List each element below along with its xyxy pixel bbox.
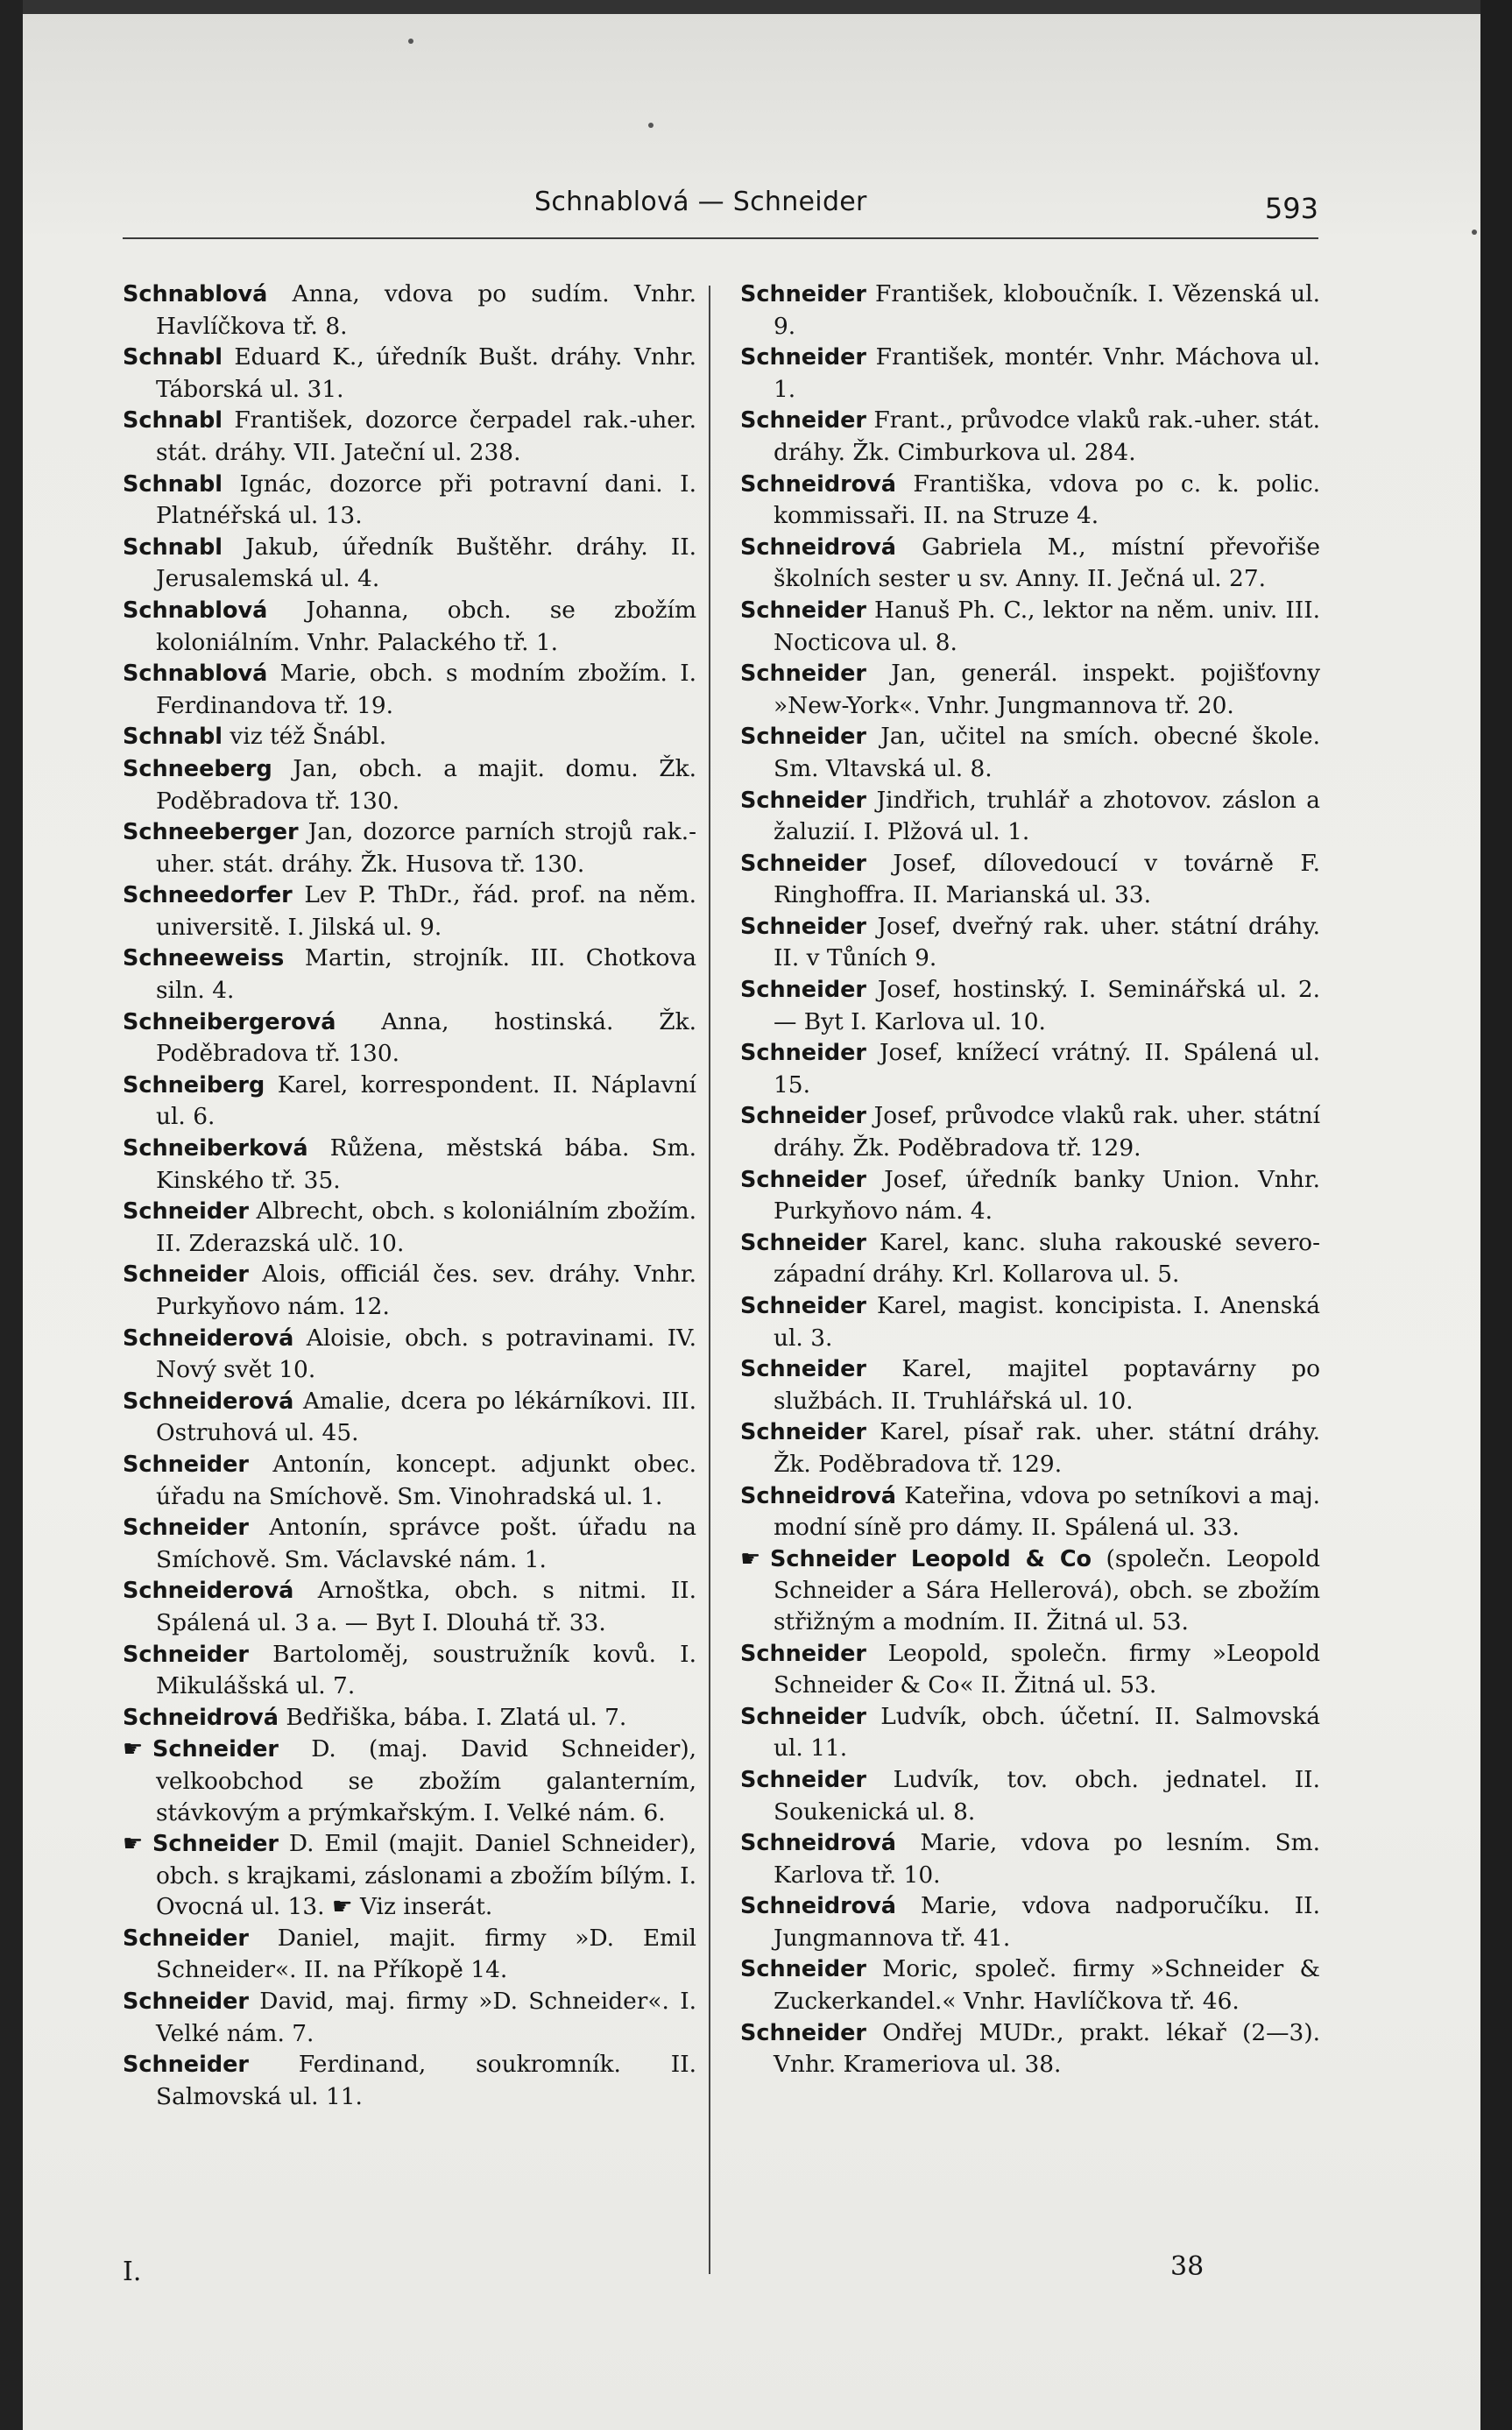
entry-details: Marie, vdova po lesním. Sm. Karlova tř. 10. bbox=[774, 1829, 1320, 1889]
entry-details: Karel, magist. koncipista. I. Anenská ul. 3. bbox=[774, 1292, 1320, 1352]
entry-surname: Schnabl bbox=[123, 533, 223, 561]
entry-details: Albrecht, obch. s koloniálním zbožím. II. Zderazská ulč. 10. bbox=[156, 1197, 697, 1257]
entry-details: Růžena, městská bába. Sm. Kinského tř. 35. bbox=[156, 1134, 697, 1194]
directory-entry bbox=[740, 595, 1320, 658]
entry-details: viz též Šnábl. bbox=[230, 723, 387, 751]
entry-surname: Schneider bbox=[123, 1261, 249, 1289]
entry-surname: Schneedorfer bbox=[123, 882, 293, 909]
directory-entry bbox=[740, 785, 1320, 848]
entry-surname: Schneider bbox=[152, 1736, 279, 1763]
directory-entry bbox=[740, 532, 1320, 595]
entry-details: František, dozorce čerpadel rak.-uher. stát. dráhy. VII. Jateční ul. 238. bbox=[156, 406, 696, 466]
directory-entry bbox=[740, 848, 1320, 911]
entry-surname: Schnabl bbox=[123, 724, 223, 751]
directory-entry bbox=[123, 1323, 696, 1386]
entry-surname: Schneider bbox=[123, 1451, 249, 1478]
entry-details: Bedřiška, bába. I. Zlatá ul. 7. bbox=[286, 1703, 627, 1731]
entry-details: Johanna, obch. se zbožím koloniálním. Vnhr. Palackého tř. 1. bbox=[156, 596, 696, 656]
directory-entry bbox=[123, 532, 696, 595]
directory-entry bbox=[123, 1575, 696, 1638]
entry-surname: Schneider bbox=[740, 787, 866, 814]
entry-surname: Schneider bbox=[152, 1831, 279, 1858]
directory-entry bbox=[123, 1734, 696, 1828]
scan-edge-left bbox=[0, 0, 23, 2430]
entry-details: Jindřich, truhlář a zhotovov. záslon a žaluzií. I. Plžová ul. 1. bbox=[774, 786, 1320, 846]
directory-entry bbox=[740, 1037, 1320, 1100]
directory-entry bbox=[740, 721, 1320, 784]
entry-surname: Schneidrová bbox=[123, 1704, 279, 1731]
directory-entry bbox=[123, 342, 696, 405]
entry-details: Antonín, správce pošt. úřadu na Smíchově. Sm. Václavské nám. 1. bbox=[156, 1514, 697, 1573]
entry-details: Josef, knížecí vrátný. II. Spálená ul. 15. bbox=[774, 1039, 1321, 1098]
directory-entry bbox=[740, 1164, 1320, 1227]
entry-surname: Schneiderová bbox=[123, 1388, 294, 1415]
entry-surname: Schneider bbox=[740, 1703, 866, 1730]
entry-details: Kateřina, vdova po setníkovi a maj. modní síně pro dámy. II. Spálená ul. 33. bbox=[774, 1481, 1321, 1542]
entry-details: Jakub, úředník Buštěhr. dráhy. II. Jerusalemská ul. 4. bbox=[156, 533, 697, 593]
entry-surname: Schnablová bbox=[123, 281, 268, 307]
entry-details: Frant., průvodce vlaků rak.-uher. stát. dráhy. Žk. Cimburkova ul. 284. bbox=[774, 406, 1320, 466]
entry-details: Josef, hostinský. I. Seminářská ul. 2. — Byt I. Karlova ul. 10. bbox=[774, 976, 1320, 1035]
entry-surname: Schneidrová bbox=[740, 1893, 897, 1920]
entry-details: Bartoloměj, soustružník kovů. I. Mikulášská ul. 7. bbox=[156, 1640, 696, 1700]
printer-signature: I. bbox=[123, 2257, 142, 2287]
directory-entry bbox=[740, 1953, 1320, 2017]
entry-surname: Schneidrová bbox=[740, 470, 897, 498]
directory-entry bbox=[740, 405, 1320, 468]
directory-entry bbox=[123, 1070, 696, 1133]
directory-entry bbox=[740, 1353, 1320, 1416]
directory-entry bbox=[123, 1386, 696, 1449]
entry-details: Daniel, majit. firmy »D. Emil Schneider«. II. na Příkopě 14. bbox=[156, 1924, 696, 1984]
entry-details: Martin, strojník. III. Chotkova siln. 4. bbox=[156, 944, 696, 1005]
entry-surname: Schneider bbox=[740, 1293, 866, 1319]
pointing-hand-icon: ☛ bbox=[740, 1545, 761, 1572]
entry-surname: Schneider bbox=[740, 1956, 866, 1983]
directory-entry bbox=[123, 279, 696, 342]
page-number: 593 bbox=[1264, 192, 1318, 225]
entry-details: Jan, generál. inspekt. pojišťovny »New-York«. Vnhr. Jungmannova tř. 20. bbox=[774, 660, 1320, 719]
entry-surname: Schneider bbox=[123, 2052, 249, 2079]
entry-details: Leopold, společn. firmy »Leopold Schneider & Co« II. Žitná ul. 53. bbox=[774, 1639, 1321, 1699]
directory-entry bbox=[740, 342, 1320, 405]
entry-surname: Schneider bbox=[740, 1356, 866, 1383]
directory-entry bbox=[740, 974, 1320, 1037]
page-header bbox=[123, 180, 1318, 232]
entry-surname: Schneider Leopold & Co bbox=[770, 1545, 1092, 1572]
directory-entry bbox=[123, 405, 696, 468]
directory-entry bbox=[740, 1290, 1320, 1353]
entry-details: Ferdinand, soukromník. II. Salmovská ul. 11. bbox=[156, 2051, 697, 2110]
entry-details: David, maj. firmy »D. Schneider«. I. Velké nám. 7. bbox=[156, 1988, 697, 2047]
directory-entry bbox=[740, 911, 1320, 974]
entry-surname: Schneidrová bbox=[740, 1830, 897, 1857]
entry-details: Lev P. ThDr., řád. prof. na něm. universitě. I. Jilská ul. 9. bbox=[156, 881, 697, 941]
directory-entry bbox=[740, 469, 1320, 532]
entry-details: Antonín, koncept. adjunkt obec. úřadu na Smíchově. Sm. Vinohradská ul. 1. bbox=[156, 1450, 697, 1510]
entry-details: Františka, vdova po c. k. polic. kommissaři. II. na Struze 4. bbox=[774, 470, 1320, 530]
entry-details: Alois, officiál čes. sev. dráhy. Vnhr. Purkyňovo nám. 12. bbox=[156, 1261, 696, 1320]
entry-surname: Schneider bbox=[740, 1229, 866, 1256]
entry-details: Marie, obch. s modním zbožím. I. Ferdinandova tř. 19. bbox=[156, 660, 697, 719]
entry-details: Karel, korrespondent. II. Náplavní ul. 6. bbox=[156, 1070, 696, 1131]
entry-surname: Schneeberger bbox=[123, 819, 299, 846]
entry-surname: Schnabl bbox=[123, 470, 223, 498]
directory-entry bbox=[123, 721, 696, 753]
directory-entry bbox=[740, 1890, 1320, 1953]
entry-details: Marie, vdova nadporučíku. II. Jungmannova tř. 41. bbox=[774, 1892, 1320, 1952]
entry-surname: Schneider bbox=[740, 281, 866, 307]
entry-surname: Schnabl bbox=[123, 344, 223, 371]
entry-details: Anna, hostinská. Žk. Poděbradova tř. 130. bbox=[156, 1007, 696, 1068]
directory-entry bbox=[740, 1638, 1320, 1701]
entry-details: Jan, dozorce parních strojů rak.-uher. stát. dráhy. Žk. Husova tř. 130. bbox=[156, 818, 696, 878]
pointing-hand-icon: ☛ bbox=[123, 1831, 144, 1858]
entry-surname: Schneeberg bbox=[123, 755, 272, 782]
paper-speck bbox=[1472, 230, 1477, 235]
entry-details: Karel, kanc. sluha rakouské severo-západní dráhy. Krl. Kollarova ul. 5. bbox=[774, 1228, 1320, 1289]
directory-entry bbox=[123, 1639, 696, 1702]
directory-entry bbox=[123, 1196, 696, 1259]
entry-surname: Schneiderová bbox=[123, 1324, 294, 1352]
entry-details: D. Emil (majit. Daniel Schneider), obch. s krajkami, záslonami a zbožím bílým. I. Ovocná ul. 13. ☛ Viz inserát. bbox=[156, 1830, 696, 1921]
entry-surname: Schneider bbox=[123, 1641, 249, 1668]
entry-surname: Schneeweiss bbox=[123, 945, 285, 972]
directory-entry bbox=[123, 1512, 696, 1575]
entry-details: D. (maj. David Schneider), velkoobchod se zbožím galanterním, stávkovým a prýmkařským. I. Velké nám. 6. bbox=[156, 1735, 697, 1826]
directory-entry bbox=[740, 1827, 1320, 1890]
directory-entry bbox=[740, 1764, 1320, 1827]
entry-surname: Schneidrová bbox=[740, 533, 897, 561]
entry-surname: Schneider bbox=[123, 1515, 249, 1542]
entry-details: Gabriela M., místní převořiše školních sester u sv. Anny. II. Ječná ul. 27. bbox=[774, 533, 1320, 593]
entry-surname: Schneider bbox=[740, 1040, 866, 1067]
pointing-hand-icon: ☛ bbox=[123, 1736, 144, 1763]
entry-surname: Schneider bbox=[123, 1989, 249, 2016]
entry-surname: Schneiberková bbox=[123, 1135, 308, 1162]
scan-edge-right bbox=[1480, 0, 1512, 2430]
entry-surname: Schneider bbox=[740, 977, 866, 1004]
entry-details: Moric, společ. firmy »Schneider & Zuckerkandel.« Vnhr. Havlíčkova tř. 46. bbox=[774, 1955, 1320, 2016]
entry-surname: Schneider bbox=[740, 1766, 866, 1793]
entry-surname: Schneider bbox=[123, 1925, 249, 1952]
entry-details: Eduard K., úředník Bušt. dráhy. Vnhr. Táborská ul. 31. bbox=[156, 343, 696, 403]
entry-surname: Schneider bbox=[123, 1198, 249, 1226]
directory-entry bbox=[123, 1986, 696, 2049]
directory-entry bbox=[740, 658, 1320, 721]
entry-surname: Schneider bbox=[740, 913, 866, 940]
directory-entry bbox=[123, 943, 696, 1006]
entry-surname: Schneider bbox=[740, 850, 866, 877]
entry-surname: Schneider bbox=[740, 724, 866, 751]
directory-entry bbox=[740, 1480, 1320, 1543]
directory-entry bbox=[123, 753, 696, 816]
directory-entry bbox=[123, 595, 696, 658]
directory-entry bbox=[123, 1007, 696, 1070]
directory-entry bbox=[740, 1416, 1320, 1480]
directory-entry bbox=[123, 2049, 696, 2112]
paper-speck bbox=[408, 39, 413, 44]
directory-entry bbox=[123, 1923, 696, 1986]
entry-details: Ludvík, obch. účetní. II. Salmovská ul. 11. bbox=[774, 1702, 1320, 1762]
directory-column-left bbox=[123, 279, 696, 2112]
entry-surname: Schneidrová bbox=[740, 1482, 897, 1509]
directory-entry bbox=[123, 1133, 696, 1196]
directory-column-right bbox=[740, 279, 1320, 2080]
entry-surname: Schneider bbox=[740, 2019, 866, 2046]
entry-surname: Schneider bbox=[740, 1166, 866, 1193]
paper-speck bbox=[648, 123, 654, 128]
directory-entry bbox=[123, 658, 696, 721]
entry-details: Jan, obch. a majit. domu. Žk. Poděbradova tř. 130. bbox=[156, 754, 696, 815]
directory-entry bbox=[123, 1259, 696, 1322]
entry-details: Arnoštka, obch. s nitmi. II. Spálená ul. 3 a. — Byt I. Dlouhá tř. 33. bbox=[156, 1577, 696, 1636]
directory-entry bbox=[123, 469, 696, 532]
entry-details: Karel, písař rak. uher. státní dráhy. Žk. Poděbradova tř. 129. bbox=[774, 1418, 1321, 1478]
entry-details: Josef, dílovedoucí v továrně F. Ringhoffra. II. Marianská ul. 33. bbox=[774, 849, 1321, 909]
scan-edge-top bbox=[23, 0, 1480, 14]
entry-details: Josef, průvodce vlaků rak. uher. státní dráhy. Žk. Poděbradova tř. 129. bbox=[774, 1102, 1321, 1162]
entry-details: Aloisie, obch. s potravinami. IV. Nový svět 10. bbox=[156, 1324, 697, 1384]
directory-entry bbox=[740, 279, 1320, 342]
entry-details: Josef, dveřný rak. uher. státní dráhy. II. v Tůních 9. bbox=[774, 912, 1320, 972]
entry-details: František, montér. Vnhr. Máchova ul. 1. bbox=[774, 343, 1320, 403]
entry-details: (společn. Leopold Schneider a Sára Hellerová), obch. se zbožím střižným a modním. II. Žitná ul. 53. bbox=[774, 1544, 1320, 1635]
entry-details: Jan, učitel na smích. obecné škole. Sm. Vltavská ul. 8. bbox=[774, 723, 1320, 782]
entry-surname: Schneider bbox=[740, 344, 866, 371]
entry-surname: Schnablová bbox=[123, 597, 268, 624]
entry-surname: Schneiderová bbox=[123, 1578, 294, 1605]
entry-details: Ignác, dozorce při potravní dani. I. Platnéřská ul. 13. bbox=[156, 470, 696, 530]
entry-details: Ludvík, tov. obch. jednatel. II. Soukenická ul. 8. bbox=[774, 1765, 1320, 1826]
entry-surname: Schnabl bbox=[123, 407, 223, 434]
entry-details: Ondřej MUDr., prakt. lékař (2—3). Vnhr. Krameriova ul. 38. bbox=[774, 2018, 1320, 2079]
entry-surname: Schneider bbox=[740, 1419, 866, 1446]
entry-surname: Schnablová bbox=[123, 660, 268, 688]
entry-surname: Schneider bbox=[740, 407, 866, 434]
directory-entry bbox=[123, 1449, 696, 1512]
entry-details: Anna, vdova po sudím. Vnhr. Havlíčkova tř. 8. bbox=[156, 280, 696, 340]
entry-surname: Schneider bbox=[740, 660, 866, 688]
entry-surname: Schneider bbox=[740, 597, 866, 624]
entry-surname: Schneiberg bbox=[123, 1071, 265, 1098]
column-divider bbox=[709, 286, 710, 2274]
directory-entry bbox=[123, 1828, 696, 1923]
directory-entry bbox=[740, 2017, 1320, 2080]
directory-entry bbox=[740, 1100, 1320, 1163]
entry-details: Karel, majitel poptavárny po službách. II. Truhlářská ul. 10. bbox=[774, 1355, 1321, 1415]
directory-entry bbox=[740, 1227, 1320, 1290]
sheet-number: 38 bbox=[1170, 2251, 1205, 2282]
entry-surname: Schneider bbox=[740, 1103, 866, 1130]
directory-entry bbox=[123, 816, 696, 879]
directory-entry bbox=[740, 1701, 1320, 1764]
directory-entry bbox=[123, 879, 696, 943]
header-rule bbox=[123, 237, 1318, 239]
directory-entry bbox=[123, 1702, 696, 1734]
entry-surname: Schneibergerová bbox=[123, 1008, 336, 1035]
entry-details: Josef, úředník banky Union. Vnhr. Purkyňovo nám. 4. bbox=[774, 1165, 1320, 1226]
directory-entry bbox=[740, 1543, 1320, 1638]
running-title: Schnablová — Schneider bbox=[534, 187, 867, 217]
entry-details: František, kloboučník. I. Vězenská ul. 9. bbox=[774, 280, 1320, 340]
entry-details: Amalie, dcera po lékárníkovi. III. Ostruhová ul. 45. bbox=[156, 1387, 697, 1447]
entry-details: Hanuš Ph. C., lektor na něm. univ. III. Nocticova ul. 8. bbox=[774, 596, 1321, 656]
entry-surname: Schneider bbox=[740, 1640, 866, 1667]
